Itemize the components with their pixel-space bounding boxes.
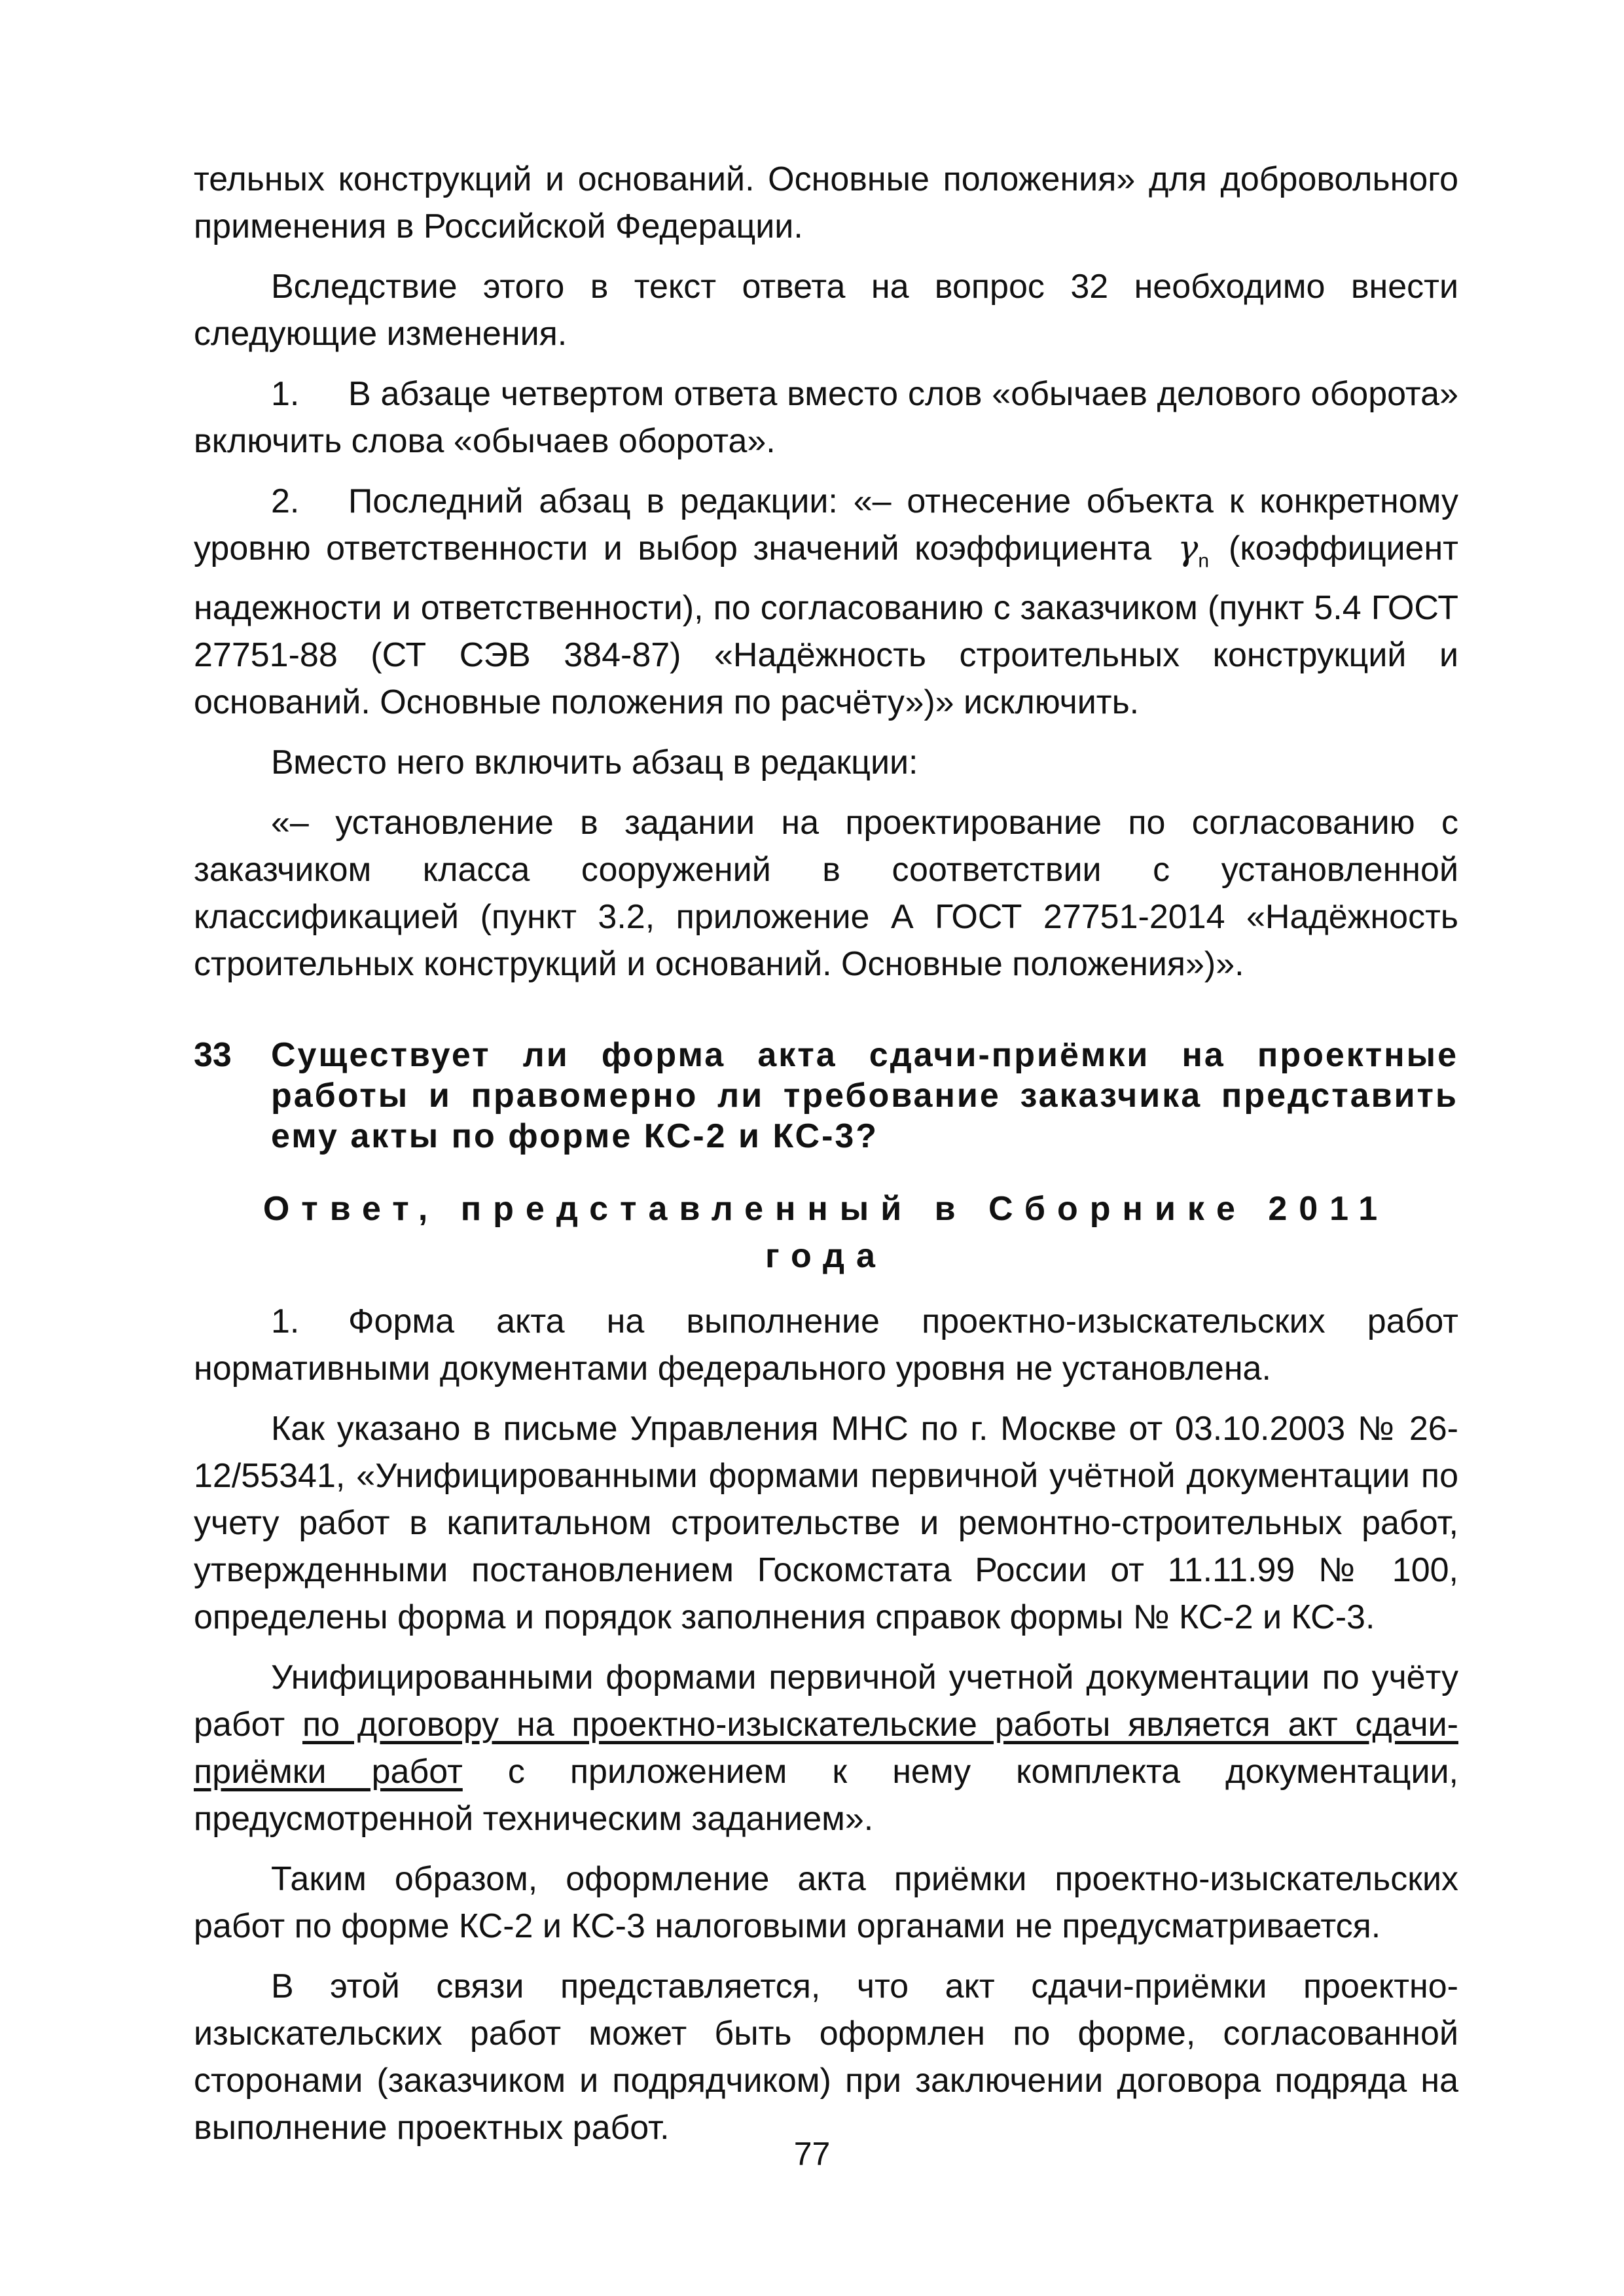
gamma-subscript: n: [1198, 550, 1209, 572]
text-segment: Унифицированными формами первичной учетной документации по учёту работ: [194, 1659, 1458, 1744]
list-item-text: Последний абзац в редакции: «– отнесение объекта к конкретному уровню ответственности и выбор значений коэффициента: [194, 482, 1458, 567]
answer-paragraph-final: В этой связи представляется, что акт сдачи-приёмки проектно-изыскательских работ может быть оформлен по форме, согласованной сторонами (заказчиком и подрядчиком) при заключении договора подряда на выполнение проектных работ.: [194, 1967, 1458, 2147]
page-body: [194, 156, 1458, 2164]
paragraph-changes-intro: Вследствие этого в текст ответа на вопрос 32 необходимо внести следующие изменения.: [194, 268, 1458, 353]
list-number: 1.: [271, 375, 300, 413]
underlined-text: по договору на проектно-изыскательские работы является акт сдачи-приёмки работ: [194, 1706, 1458, 1791]
list-item-text: В абзаце четвертом ответа вместо слов «обычаев делового оборота» включить слова «обычаев оборота».: [194, 375, 1458, 460]
list-number: 1.: [271, 1302, 300, 1341]
list-item-1: [194, 370, 1458, 465]
list-number: 2.: [271, 482, 300, 520]
paragraph-replacement-intro: Вместо него включить абзац в редакции:: [271, 744, 918, 782]
page-number: 77: [793, 2136, 831, 2172]
answer-paragraph-letter: Как указано в письме Управления МНС по г. Москве от 03.10.2003 № 26-12/55341, «Унифицированными формами первичной учётной документации по учету работ в капитальном строительстве и ремонтно-строительных работ, утвержденными постановлением Госкомстата России от 11.11.99 № 100, определены форма и порядок заполнения справок формы № КС-2 и КС-3.: [194, 1410, 1458, 1637]
question-text: Существует ли форма акта сдачи-приёмки на проектные работы и правомерно ли требование заказчика представить ему акты по форме КС-2 и КС-3?: [271, 1036, 1458, 1156]
paragraph-replacement-text: «– установление в задании на проектирование по согласованию с заказчиком класса сооружений в соответствии с установленной классификацией (пункт 3.2, приложение А ГОСТ 27751-2014 «Надёжность строительных конструкций и оснований. Основные положения»)».: [194, 804, 1458, 984]
list-item-2: [194, 478, 1458, 726]
text-segment: с приложением к нему комплекта документации, предусмотренной техническим заданием».: [194, 1753, 1458, 1839]
gamma-letter: γ: [1178, 529, 1199, 568]
answer-item-1: [194, 1298, 1458, 1392]
answer-item-text: Форма акта на выполнение проектно-изыскательских работ нормативными документами федерального уровня не установлена.: [194, 1302, 1458, 1388]
question-heading: [194, 1035, 1458, 1157]
answer-paragraph-forms: [194, 1654, 1458, 1842]
paragraph-continuation: тельных конструкций и оснований. Основные положения» для добровольного применения в Российской Федерации.: [194, 160, 1458, 245]
list-item-text-continued: (коэффициент надежности и ответственности), по согласованию с заказчиком (пункт 5.4 ГОСТ 27751-88 (СТ СЭВ 384-87) «Надёжность строительных конструкций и оснований. Основные положения по расчёту»)» исключить.: [194, 529, 1458, 722]
answer-heading: Ответ, представленный в Сборнике 2011 года: [262, 1190, 1390, 1276]
gamma-coefficient-symbol: [1151, 529, 1229, 572]
question-number: 33: [194, 1036, 232, 1075]
answer-paragraph-conclusion: Таким образом, оформление акта приёмки проектно-изыскательских работ по форме КС-2 и КС-3 налоговыми органами не предусматривается.: [194, 1860, 1458, 1946]
